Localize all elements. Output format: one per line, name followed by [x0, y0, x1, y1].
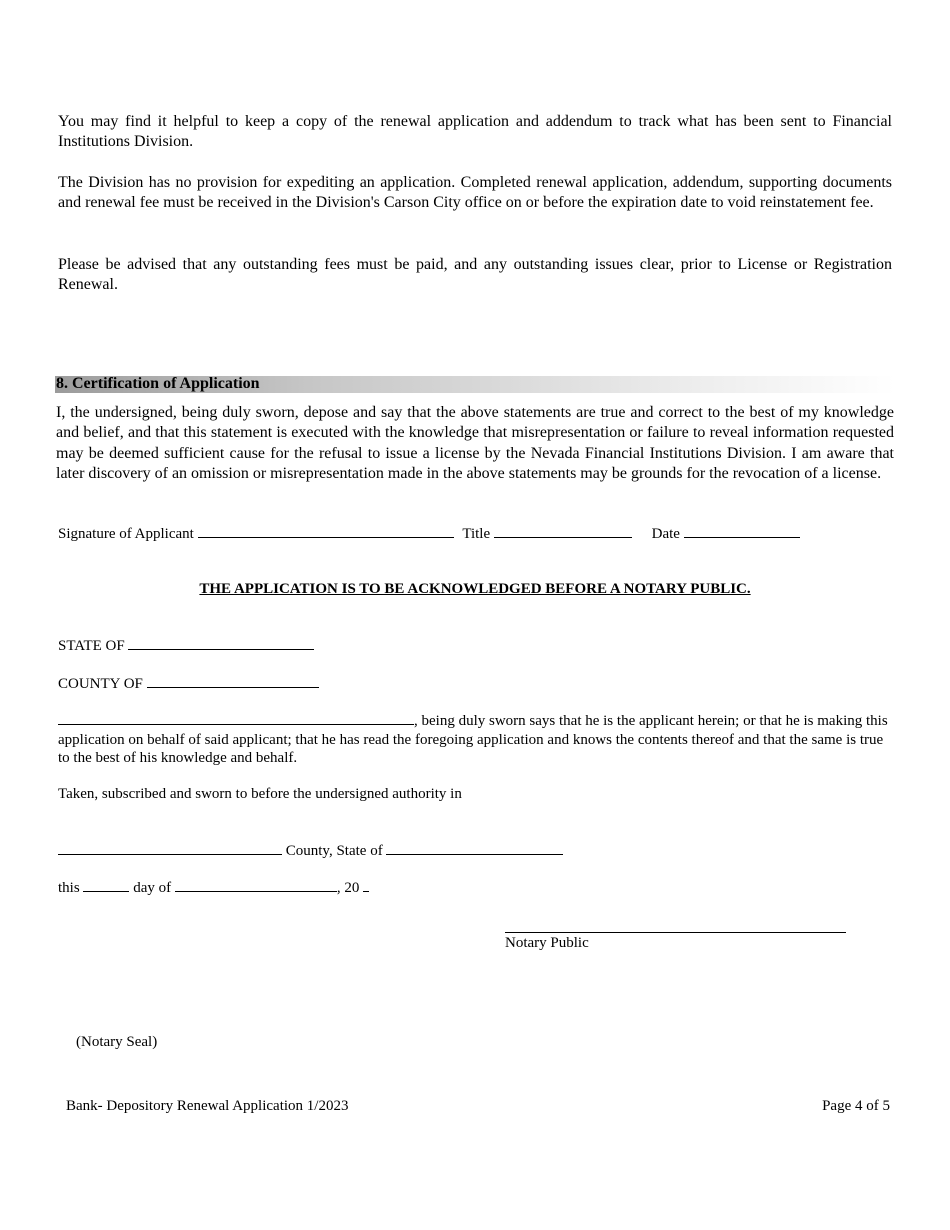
sworn-statement — [58, 711, 892, 768]
year-label: , 20 — [336, 880, 360, 896]
intro-paragraph-3: Please be advised that any outstanding fees must be paid, and any outstanding issues clear, prior to License or Registration Renewal. — [58, 256, 892, 294]
taken-text: Taken, subscribed and sworn to before the undersigned authority in — [58, 786, 462, 802]
notary-heading: THE APPLICATION IS TO BE ACKNOWLEDGED BEFORE A NOTARY PUBLIC. — [199, 581, 751, 597]
title-label: Title — [462, 526, 491, 542]
title-field[interactable] — [494, 524, 632, 538]
day-of-label: day of — [133, 880, 172, 896]
intro-paragraph-2: The Division has no provision for expediting an application. Completed renewal application, addendum, supporting documents and renewal fee must be received in the Division's Carson City office on or before the expiration date to void reinstatement fee. — [58, 174, 892, 212]
signature-applicant-field[interactable] — [198, 524, 454, 538]
county-row — [58, 674, 319, 693]
certification-text: I, the undersigned, being duly sworn, depose and say that the above statements are true and correct to the best of my knowledge and belief, and that this statement is executed with the knowledge that misrepresentation or failure to reveal information requested may be deemed sufficient cause for the refusal to issue a license by the Nevada Financial Institutions Division. I am aware that later discovery of an omission or misrepresentation made in the above statements may be grounds for the revocation of a license. — [56, 404, 894, 483]
county-state-label: County, State of — [285, 843, 383, 859]
signature-applicant-label: Signature of Applicant — [58, 526, 194, 542]
day-field[interactable] — [83, 878, 129, 892]
state-field[interactable] — [128, 636, 314, 650]
county-name-field[interactable] — [58, 841, 282, 855]
state-name-field[interactable] — [386, 841, 563, 855]
footer-document-name: Bank- Depository Renewal Application 1/2023 — [66, 1098, 349, 1114]
state-label: STATE OF — [58, 638, 125, 654]
signature-row — [58, 524, 800, 543]
date-label: Date — [651, 526, 680, 542]
date-sworn-row — [58, 878, 369, 897]
month-field[interactable] — [175, 878, 337, 892]
state-row — [58, 636, 314, 655]
county-state-row — [58, 841, 563, 860]
intro-paragraph-1: You may find it helpful to keep a copy of the renewal application and addendum to track what has been sent to Financial Institutions Division. — [58, 113, 892, 151]
county-field[interactable] — [147, 674, 319, 688]
sworn-text: , being duly sworn says that he is the applicant herein; or that he is making this application on behalf of said applicant; that he has read the foregoing application and knows the contents thereof and that the same is true to the best of his knowledge and behalf. — [58, 713, 888, 766]
footer-page-number: Page 4 of 5 — [822, 1098, 890, 1114]
this-label: this — [58, 880, 80, 896]
date-field[interactable] — [684, 524, 800, 538]
affiant-name-field[interactable] — [58, 711, 414, 725]
notary-seal-label: (Notary Seal) — [76, 1034, 158, 1050]
section-title: 8. Certification of Application — [56, 375, 260, 392]
year-field[interactable] — [363, 878, 369, 892]
county-label: COUNTY OF — [58, 676, 143, 692]
notary-signature-line[interactable] — [505, 932, 846, 933]
notary-public-label: Notary Public — [505, 935, 589, 951]
